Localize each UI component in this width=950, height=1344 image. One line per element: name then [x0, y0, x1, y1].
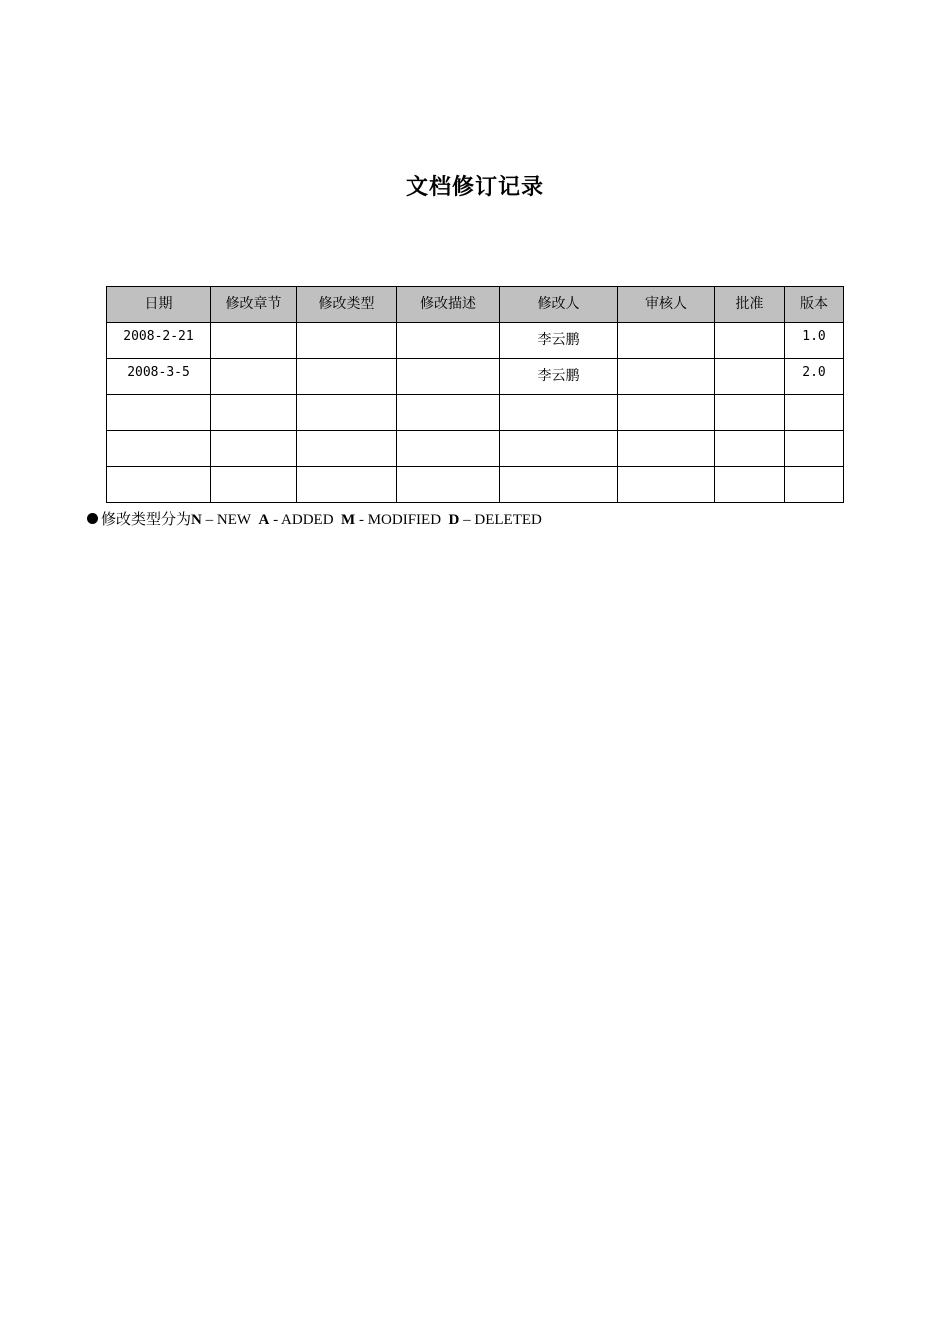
cell-modifier: 李云鹏 — [500, 323, 618, 359]
cell-date — [107, 467, 211, 503]
legend-code-m: M — [341, 512, 356, 528]
table-row — [107, 359, 844, 395]
cell-approval — [715, 467, 785, 503]
cell-description — [397, 431, 500, 467]
cell-section — [211, 359, 297, 395]
cell-approval — [715, 323, 785, 359]
header-date: 日期 — [107, 287, 211, 323]
cell-change-type — [297, 431, 397, 467]
cell-modifier — [500, 467, 618, 503]
cell-modifier: 李云鹏 — [500, 359, 618, 395]
table-header-row — [107, 287, 844, 323]
header-section: 修改章节 — [211, 287, 297, 323]
cell-date: 2008-2-21 — [107, 323, 211, 359]
table-row — [107, 431, 844, 467]
cell-description — [397, 467, 500, 503]
legend-sep-d: – — [459, 512, 475, 528]
cell-date: 2008-3-5 — [107, 359, 211, 395]
cell-section — [211, 323, 297, 359]
header-modifier: 修改人 — [500, 287, 618, 323]
cell-reviewer — [618, 359, 715, 395]
legend-code-n: N — [191, 512, 202, 528]
cell-modifier — [500, 431, 618, 467]
cell-reviewer — [618, 395, 715, 431]
cell-section — [211, 467, 297, 503]
cell-version — [785, 467, 844, 503]
cell-reviewer — [618, 431, 715, 467]
cell-approval — [715, 431, 785, 467]
cell-change-type — [297, 323, 397, 359]
revision-table — [106, 286, 844, 503]
change-type-legend — [87, 508, 542, 529]
legend-label-added: ADDED — [281, 512, 334, 528]
legend-sep-n: – — [201, 512, 217, 528]
legend-label-deleted: DELETED — [474, 512, 542, 528]
table-row — [107, 467, 844, 503]
legend-label-new: NEW — [216, 512, 252, 528]
cell-reviewer — [618, 323, 715, 359]
table-row — [107, 395, 844, 431]
header-description: 修改描述 — [397, 287, 500, 323]
cell-section — [211, 395, 297, 431]
cell-change-type — [297, 395, 397, 431]
cell-approval — [715, 395, 785, 431]
legend-prefix: 修改类型分为 — [101, 512, 192, 528]
table-row — [107, 323, 844, 359]
cell-date — [107, 395, 211, 431]
cell-date — [107, 431, 211, 467]
cell-description — [397, 359, 500, 395]
cell-reviewer — [618, 467, 715, 503]
bullet-icon — [87, 513, 98, 524]
cell-modifier — [500, 395, 618, 431]
cell-section — [211, 431, 297, 467]
legend-code-a: A — [258, 512, 270, 528]
cell-approval — [715, 359, 785, 395]
header-version: 版本 — [785, 287, 844, 323]
legend-sep-m: - — [355, 512, 368, 528]
cell-version — [785, 395, 844, 431]
cell-version: 1.0 — [785, 323, 844, 359]
legend-sep-a: - — [269, 512, 282, 528]
cell-description — [397, 395, 500, 431]
page-title: 文档修订记录 — [405, 175, 544, 200]
cell-change-type — [297, 359, 397, 395]
legend-label-modified: MODIFIED — [367, 512, 442, 528]
header-change-type: 修改类型 — [297, 287, 397, 323]
legend-code-d: D — [448, 512, 460, 528]
cell-version — [785, 431, 844, 467]
cell-change-type — [297, 467, 397, 503]
header-approval: 批准 — [715, 287, 785, 323]
cell-description — [397, 323, 500, 359]
header-reviewer: 审核人 — [618, 287, 715, 323]
cell-version: 2.0 — [785, 359, 844, 395]
